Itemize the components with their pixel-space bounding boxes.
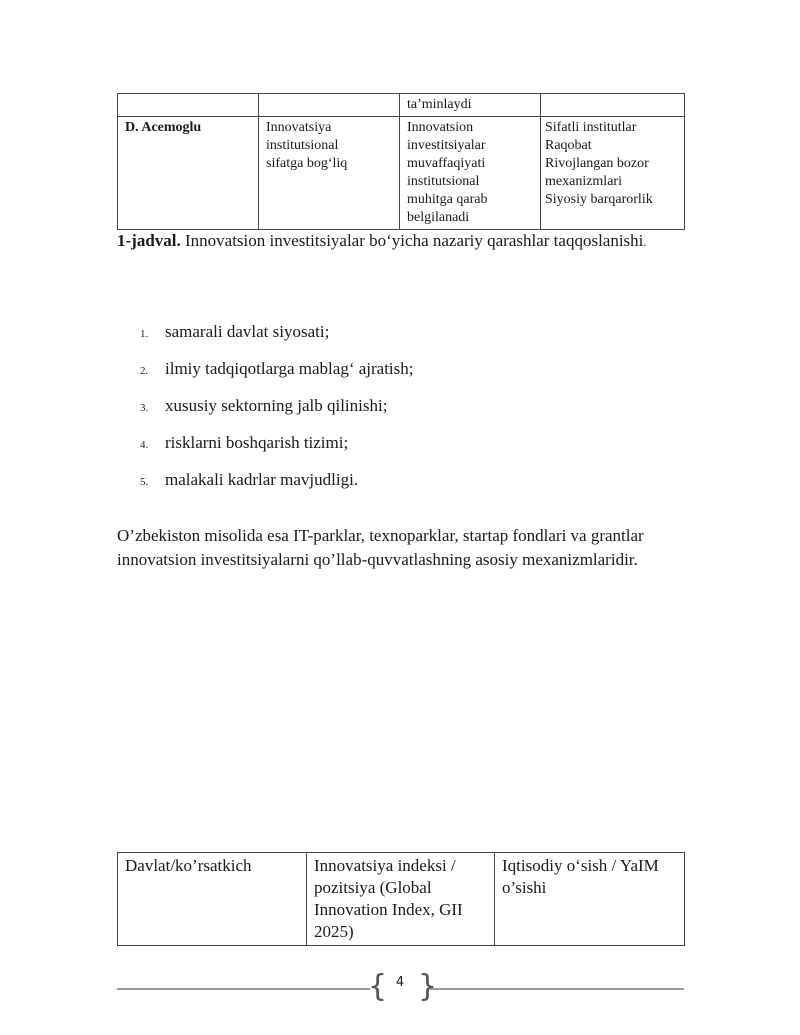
column-header: Iqtisodiy o‘sish / YaIM o’sishi <box>495 853 685 946</box>
list-item <box>140 431 413 468</box>
list-item <box>140 468 413 505</box>
list-item <box>140 357 413 394</box>
cell-line: muvaffaqiyati <box>407 156 486 171</box>
right-brace-icon: } <box>418 969 438 1004</box>
list-number: 1. <box>140 328 149 340</box>
caption-period: . <box>643 235 647 249</box>
list-item <box>140 394 413 431</box>
theories-table <box>117 93 685 230</box>
cell-line: sifatga bog‘liq <box>266 156 348 171</box>
footer-rule-right <box>430 988 684 990</box>
list-text: xususiy sektorning jalb qilinishi; <box>165 396 388 415</box>
list-number: 4. <box>140 439 149 451</box>
table-caption <box>117 229 657 254</box>
footer-rule-left <box>117 988 370 990</box>
table-cell <box>400 117 541 230</box>
table-header-row <box>118 853 685 946</box>
list-text: risklarni boshqarish tizimi; <box>165 433 349 452</box>
left-brace-icon: { <box>368 969 388 1004</box>
table-cell <box>541 94 685 117</box>
list-number: 3. <box>140 402 149 414</box>
list-text: malakali kadrlar mavjudligi. <box>165 470 359 489</box>
table-cell <box>259 117 400 230</box>
cell-line: muhitga qarab <box>407 192 488 207</box>
list-number: 2. <box>140 365 149 377</box>
cell-line: Sifatli institutlar <box>545 120 637 135</box>
cell-line: institutsional <box>407 174 480 189</box>
list-text: ilmiy tadqiqotlarga mablag‘ ajratish; <box>165 359 414 378</box>
page-number: 4 <box>395 975 405 990</box>
list-text: samarali davlat siyosati; <box>165 322 330 341</box>
table-row <box>118 94 685 117</box>
table-cell <box>259 94 400 117</box>
list-number: 5. <box>140 476 149 488</box>
cell-line: investitsiyalar <box>407 138 486 153</box>
column-header: Davlat/ko’rsatkich <box>118 853 307 946</box>
table-cell: ta’minlaydi <box>400 94 541 117</box>
table-row <box>118 117 685 230</box>
caption-label: 1-jadval. <box>117 231 181 250</box>
indicators-table <box>117 852 685 946</box>
table-cell <box>118 94 259 117</box>
cell-line: Siyosiy barqarorlik <box>545 192 653 207</box>
cell-line: belgilanadi <box>407 210 470 225</box>
column-header: Innovatsiya indeksi / pozitsiya (Global Innovation Index, GII 2025) <box>307 853 495 946</box>
author-cell: D. Acemoglu <box>118 117 259 230</box>
cell-line: Innovatsion <box>407 120 474 135</box>
factors-list <box>140 320 413 505</box>
cell-line: institutsional <box>266 138 339 153</box>
cell-line: Raqobat <box>545 138 592 153</box>
cell-line: Rivojlangan bozor <box>545 156 649 171</box>
caption-text: Innovatsion investitsiyalar bo‘yicha nazariy qarashlar taqqoslanishi <box>180 231 644 250</box>
body-paragraph: O’zbekiston misolida esa IT-parklar, texnoparklar, startap fondlari va grantlar innovatsion investitsiyalarni qo’llab-quvvatlashning asosiy mexanizmlaridir. <box>117 526 644 569</box>
cell-line: Innovatsiya <box>266 120 332 135</box>
cell-line: mexanizmlari <box>545 174 622 189</box>
list-item <box>140 320 413 357</box>
table-cell <box>541 117 685 230</box>
